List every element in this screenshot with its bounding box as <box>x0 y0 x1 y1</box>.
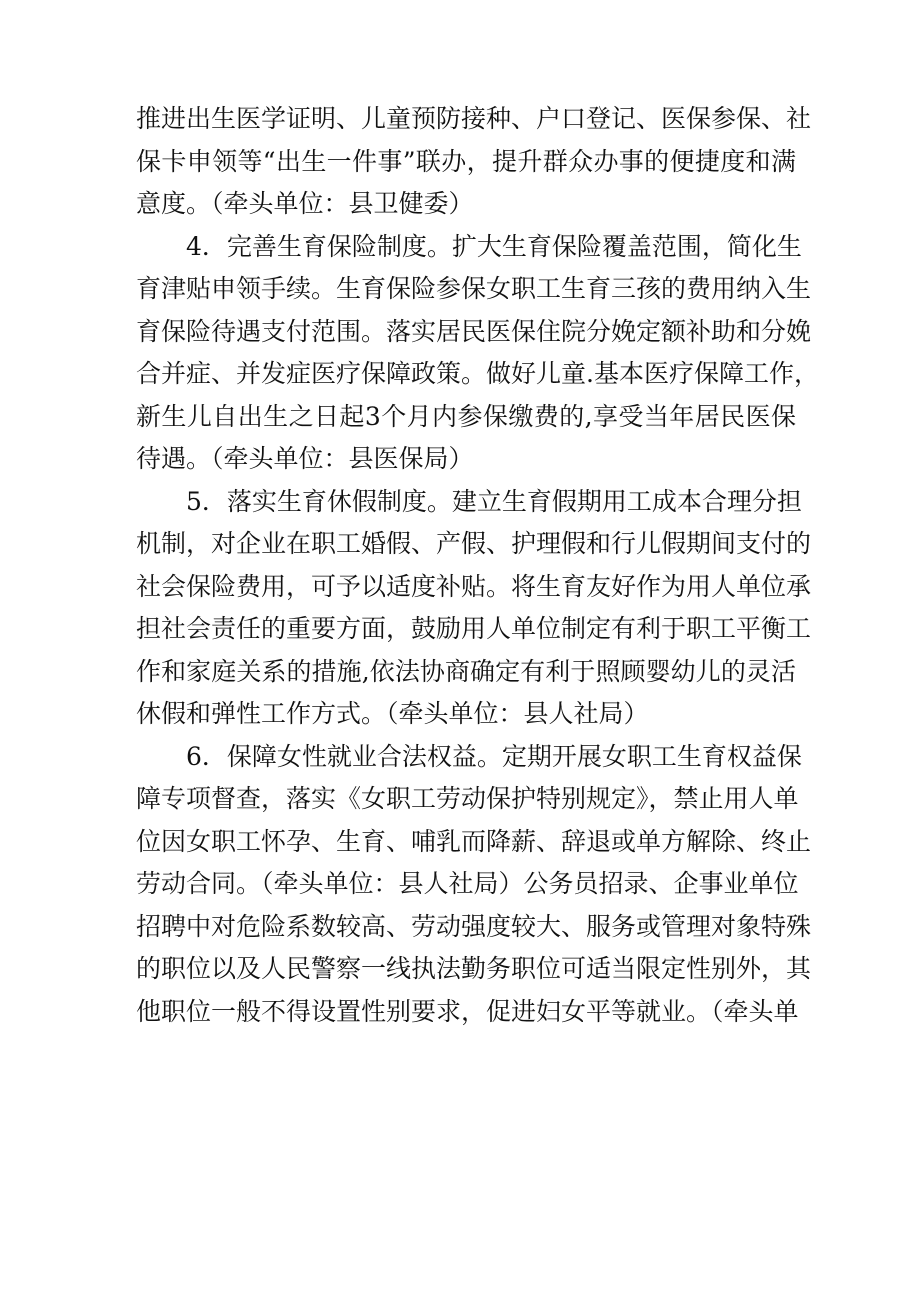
text-line: 障专项督查，落实《女职工劳动保护特别规定》，禁止用人单 <box>136 784 799 813</box>
text-line: 招聘中对危险系数较高、劳动强度较大、服务或管理对象特殊 <box>136 911 812 941</box>
text-line: 担社会责任的重要方面，鼓励用人单位制定有利于职工平衡工 <box>136 614 812 643</box>
text-line: 育保险待遇支付范围。落实居民医保住院分娩定额补助和分娩 <box>136 316 812 346</box>
document-body <box>136 98 819 1033</box>
section-heading-line: 5．落实生育休假制度。建立生育假期用工成本合理分担 <box>186 486 802 516</box>
text-line: 意度。（牵头单位：县卫健委） <box>136 189 474 218</box>
section-heading-line: 4．完善生育保险制度。扩大生育保险覆盖范围，简化生 <box>186 231 802 261</box>
text-line: 育津贴申领手续。生育保险参保女职工生育三孩的费用纳入生 <box>136 274 812 303</box>
text-line: 作和家庭关系的措施,依法协商确定有利于照顾婴幼儿的灵活 <box>136 656 796 686</box>
text-line: 机制，对企业在职工婚假、产假、护理假和行儿假期间支付的 <box>136 529 812 558</box>
text-line: 推进出生医学证明、儿童预防接种、户口登记、医保参保、社 <box>136 104 812 133</box>
text-line: 待遇。（牵头单位：县医保局） <box>136 444 474 473</box>
text-line: 休假和弹性工作方式。（牵头单位：县人社局） <box>136 699 649 728</box>
text-line: 的职位以及人民警察一线执法勤务职位可适当限定性别外，其 <box>136 954 812 983</box>
section-heading-line: 6．保障女性就业合法权益。定期开展女职工生育权益保 <box>186 741 802 771</box>
text-line: 他职位一般不得设置性别要求，促进妇女平等就业。（牵头单 <box>136 996 799 1026</box>
text-line: 新生儿自出生之日起3个月内参保缴费的,享受当年居民医保 <box>136 401 796 431</box>
text-line: 社会保险费用，可予以适度补贴。将生育友好作为用人单位承 <box>136 571 812 601</box>
text-line: 合并症、并发症医疗保障政策。做好儿童.基本医疗保障工作， <box>136 359 819 388</box>
text-line: 位因女职工怀孕、生育、哺乳而降薪、辞退或单方解除、终止 <box>136 826 812 856</box>
text-line: 劳动合同。（牵头单位：县人社局）公务员招录、企事业单位 <box>136 869 799 898</box>
text-line: 保卡申领等“出生一件事”联办，提升群众办事的便捷度和满 <box>136 146 796 176</box>
